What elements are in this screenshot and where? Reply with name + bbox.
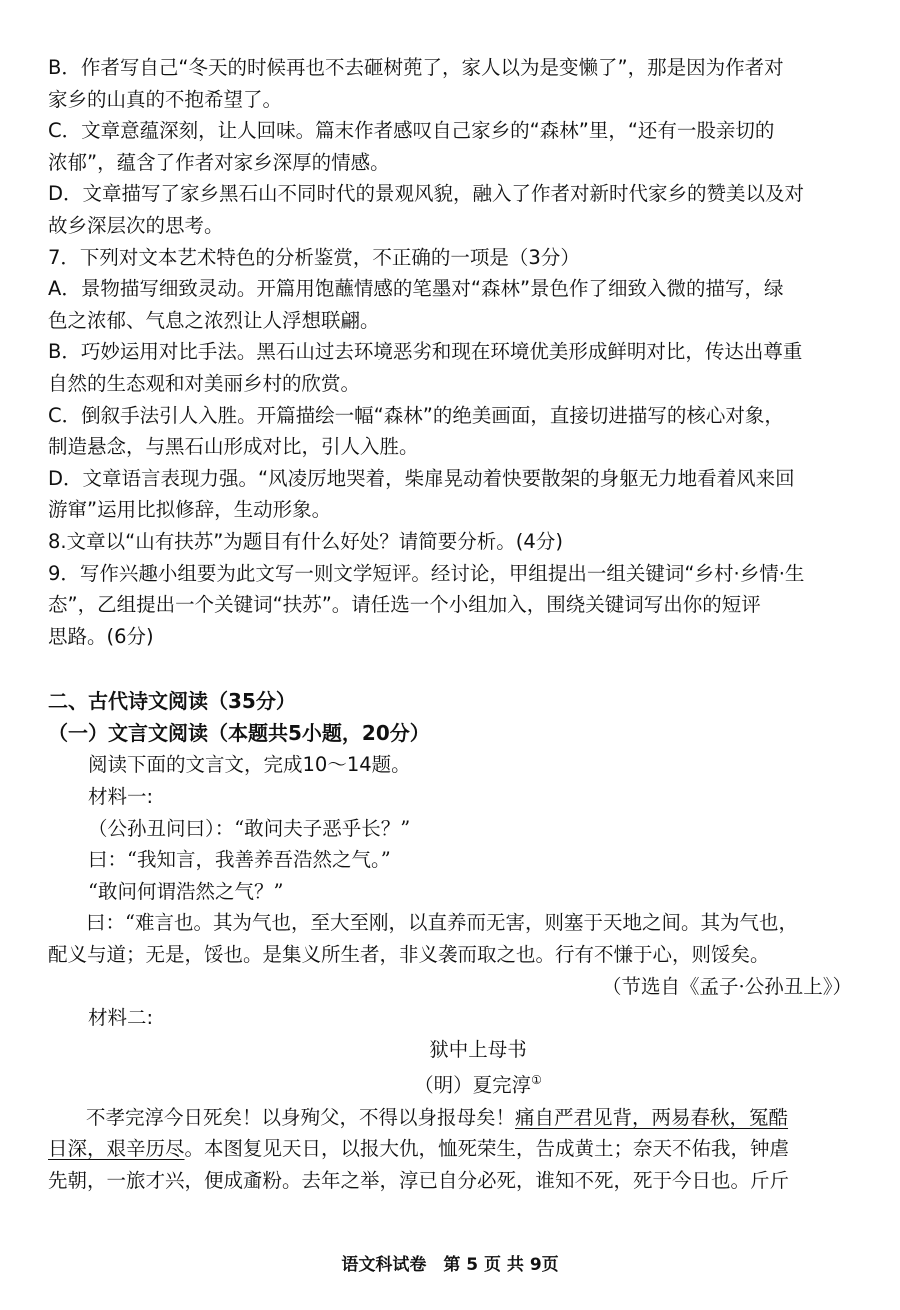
- exam-page: [48, 52, 868, 1196]
- q8-stem: 8.文章以“山有扶苏”为题目有什么好处？请简要分析。(4分): [48, 529, 563, 553]
- q7-stem: 7．下列对文本艺术特色的分析鉴赏，不正确的一项是（3分）: [48, 245, 580, 269]
- underlined-sentence-part2: 日深，艰辛历尽: [48, 1137, 185, 1161]
- letter-line1-text: 不孝完淳今日死矣！以身殉父，不得以身报母矣！: [86, 1105, 516, 1129]
- q6-option-b-line2: 家乡的山真的不抱希望了。: [48, 87, 283, 111]
- q9-line2: 态”，乙组提出一个关键词“扶苏”。请任选一个小组加入，围绕关键词写出你的短评: [48, 593, 761, 617]
- material-1-line1: （公孙丑问曰）：“敢问夫子恶乎长？”: [88, 816, 411, 840]
- poem-author-name: （明）夏完淳: [414, 1073, 532, 1097]
- letter-line3: 先朝，一旅才兴，便成齑粉。去年之举，淳已自分必死，谁知不死，死于今日也。斤斤: [48, 1168, 790, 1192]
- q9-line1: 9．写作兴趣小组要为此文写一则文学短评。经讨论，甲组提出一组关键词“乡村·乡情·生: [48, 561, 805, 585]
- page-footer: 语文科试卷 第 5 页 共 9页: [341, 1255, 559, 1275]
- q7-option-a-line2: 色之浓郁、气息之浓烈让人浮想联翩。: [48, 308, 380, 332]
- poem-author: [48, 1065, 868, 1101]
- material-2-label: 材料二:: [88, 1006, 154, 1030]
- letter-line1: [48, 1102, 868, 1134]
- footnote-marker: ①: [531, 1073, 542, 1088]
- q7-option-b-line2: 自然的生态观和对美丽乡村的欣赏。: [48, 371, 361, 395]
- q7-option-c-line1: C．倒叙手法引人入胜。开篇描绘一幅“森林”的绝美画面，直接切进描写的核心对象，: [48, 403, 784, 427]
- q6-option-d-line2: 故乡深层次的思考。: [48, 213, 224, 237]
- material-1-line2: 曰：“我知言，我善养吾浩然之气。”: [88, 848, 391, 872]
- q6-option-b-line1: B．作者写自己“冬天的时候再也不去砸树蔸了，家人以为是变懒了”，那是因为作者对: [48, 56, 784, 79]
- q7-option-b-line1: B．巧妙运用对比手法。黑石山过去环境恶劣和现在环境优美形成鲜明对比，传达出尊重: [48, 340, 803, 364]
- material-1-source: （节选自《孟子·公孙丑上》）: [602, 974, 852, 998]
- subsection-1-title: （一）文言文阅读（本题共5小题，20分）: [48, 720, 430, 745]
- section-2-title: 二、古代诗文阅读（35分）: [48, 689, 296, 714]
- underlined-sentence-part1: 痛自严君见背，两易春秋，冤酷: [515, 1105, 789, 1129]
- q9-line3: 思路。(6分): [48, 624, 154, 648]
- material-1-para-line2: 配义与道；无是，馁也。是集义所生者，非义袭而取之也。行有不慊于心，则馁矣。: [48, 943, 770, 967]
- q7-option-d-line1: D．文章语言表现力强。“风凌厉地哭着，柴扉晃动着快要散架的身躯无力地看着风来回: [48, 466, 795, 490]
- material-1-line3: “敢问何谓浩然之气？”: [88, 879, 284, 903]
- material-1-para-line1: 曰：“难言也。其为气也，至大至刚，以直养而无害，则塞于天地之间。其为气也，: [86, 911, 798, 935]
- reading-instruction: 阅读下面的文言文，完成10～14题。: [88, 753, 411, 777]
- letter-line2-text: 。本图复见天日，以报大仇，恤死荣生，告成黄土；奈天不佑我，钟虐: [184, 1137, 790, 1161]
- material-1-label: 材料一:: [88, 785, 154, 809]
- poem-title: 狱中上母书: [429, 1037, 527, 1061]
- q6-option-c-line2: 浓郁”，蕴含了作者对家乡深厚的情感。: [48, 150, 390, 174]
- q7-option-d-line2: 游窜”运用比拟修辞，生动形象。: [48, 498, 332, 522]
- q6-option-c-line1: C．文章意蕴深刻，让人回味。篇末作者感叹自己家乡的“森林”里，“还有一股亲切的: [48, 119, 775, 143]
- q7-option-a-line1: A．景物描写细致灵动。开篇用饱蘸情感的笔墨对“森林”景色作了细致入微的描写，绿: [48, 277, 784, 301]
- q6-option-d-line1: D．文章描写了家乡黑石山不同时代的景观风貌，融入了作者对新时代家乡的赞美以及对: [48, 182, 805, 206]
- q7-option-c-line2: 制造悬念，与黑石山形成对比，引人入胜。: [48, 435, 419, 459]
- letter-line2: [48, 1133, 868, 1165]
